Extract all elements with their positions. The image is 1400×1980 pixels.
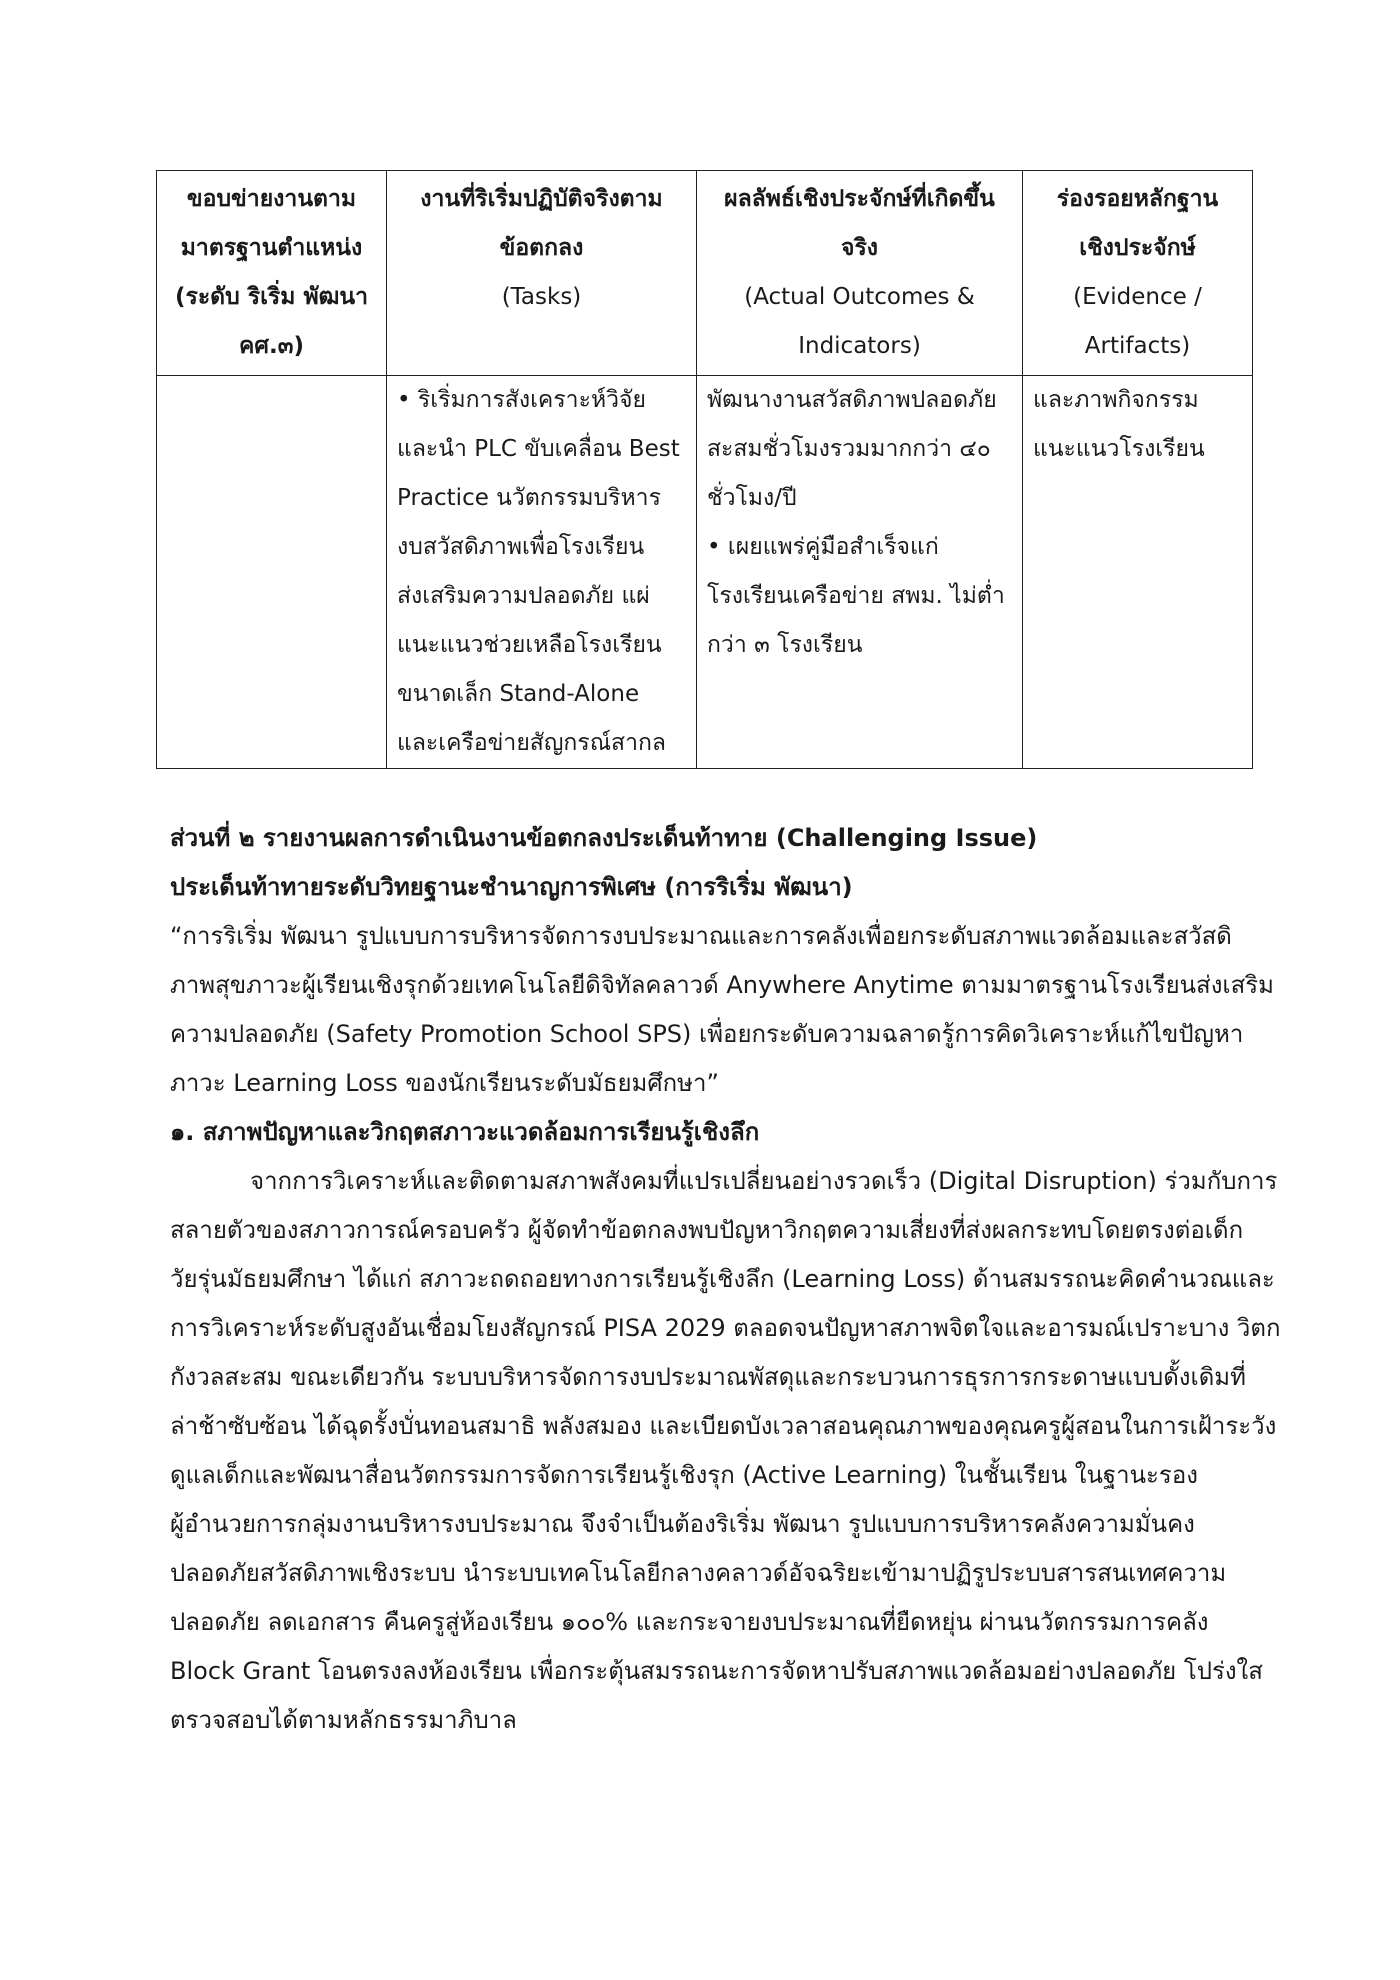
cell-line: ขนาดเล็ก Stand-Alone	[397, 681, 640, 707]
header-scope	[157, 171, 387, 376]
quote-line: ภาวะ Learning Loss ของนักเรียนระดับมัธยมศึกษา”	[170, 1069, 719, 1097]
quote-line: ความปลอดภัย (Safety Promotion School SPS) เพื่อยกระดับความฉลาดรู้การคิดวิเคราะห์แก้ไขปัญหา	[170, 1020, 1244, 1048]
header-tasks	[387, 171, 697, 376]
header-subline: (Evidence /	[1073, 284, 1202, 310]
header-line: ร่องรอยหลักฐาน	[1056, 186, 1219, 212]
header-line: คศ.๓)	[239, 333, 304, 359]
cell-line: พัฒนางานสวัสดิภาพปลอดภัย	[707, 387, 997, 413]
body-line: ปลอดภัยสวัสดิภาพเชิงระบบ นำระบบเทคโนโลยีกลางคลาวด์อัจฉริยะเข้ามาปฏิรูประบบสารสนเทศความ	[170, 1559, 1227, 1587]
body-line: กังวลสะสม ขณะเดียวกัน ระบบบริหารจัดการงบประมาณพัสดุและกระบวนการธุรการกระดาษแบบดั้งเดิมที่	[170, 1363, 1246, 1391]
header-evidence	[1023, 171, 1253, 376]
challenge-quote	[170, 912, 1274, 1108]
section1-heading: ๑. สภาพปัญหาและวิกฤตสภาวะแวดล้อมการเรียนรู้เชิงลึก	[170, 1118, 760, 1146]
table-header-row	[157, 171, 1253, 376]
cell-scope	[157, 376, 387, 769]
cell-line: และภาพกิจกรรม	[1033, 387, 1199, 413]
header-subline: Artifacts)	[1084, 333, 1191, 359]
body-line: ผู้อำนวยการกลุ่มงานบริหารงบประมาณ จึงจำเป็นต้องริเริ่ม พัฒนา รูปแบบการบริหารคลังความมั่นคง	[170, 1510, 1195, 1538]
challenge-heading: ประเด็นท้าทายระดับวิทยฐานะชำนาญการพิเศษ (การริเริ่ม พัฒนา)	[170, 873, 853, 901]
cell-line: ชั่วโมง/ปี	[707, 485, 797, 511]
cell-line: กว่า ๓ โรงเรียน	[707, 632, 863, 658]
header-outcomes	[697, 171, 1023, 376]
cell-line: Practice นวัตกรรมบริหาร	[397, 485, 661, 511]
body-line: ดูแลเด็กและพัฒนาสื่อนวัตกรรมการจัดการเรียนรู้เชิงรุก (Active Learning) ในชั้นเรียน ในฐานะรอง	[170, 1461, 1198, 1489]
body-line: จากการวิเคราะห์และติดตามสภาพสังคมที่แปรเปลี่ยนอย่างรวดเร็ว (Digital Disruption) ร่วมกับการ	[250, 1167, 1278, 1195]
body-line: สลายตัวของสภาวการณ์ครอบครัว ผู้จัดทำข้อตกลงพบปัญหาวิกฤตความเสี่ยงที่ส่งผลกระทบโดยตรงต่อเด็ก	[170, 1216, 1244, 1244]
cell-line: ส่งเสริมความปลอดภัย แผ่	[397, 583, 650, 609]
part2-heading: ส่วนที่ ๒ รายงานผลการดำเนินงานข้อตกลงประเด็นท้าทาย (Challenging Issue)	[170, 824, 1038, 852]
body-line: ล่าช้าซับซ้อน ได้ฉุดรั้งบั่นทอนสมาธิ พลังสมอง และเบียดบังเวลาสอนคุณภาพของคุณครูผู้สอนในการเฝ้าระวัง	[170, 1412, 1277, 1440]
cell-line: และนำ PLC ขับเคลื่อน Best	[397, 436, 680, 462]
cell-line: แนะแนวโรงเรียน	[1033, 436, 1205, 462]
body-line: วัยรุ่นมัธยมศึกษา ได้แก่ สภาวะถดถอยทางการเรียนรู้เชิงลึก (Learning Loss) ด้านสมรรถนะคิดคำนวณและ	[170, 1265, 1275, 1293]
body-line: การวิเคราะห์ระดับสูงอันเชื่อมโยงสัญกรณ์ PISA 2029 ตลอดจนปัญหาสภาพจิตใจและอารมณ์เปราะบาง วิตก	[170, 1314, 1281, 1342]
header-line: มาตรฐานตำแหน่ง	[180, 235, 363, 261]
body-line: Block Grant โอนตรงลงห้องเรียน เพื่อกระตุ้นสมรรถนะการจัดหาปรับสภาพแวดล้อมอย่างปลอดภัย โปร่งใส	[170, 1657, 1263, 1685]
header-subline: (Tasks)	[501, 284, 582, 310]
header-subline: Indicators)	[798, 333, 921, 359]
header-line: งานที่ริเริ่มปฏิบัติจริงตาม	[420, 186, 663, 212]
quote-line: “การริเริ่ม พัฒนา รูปแบบการบริหารจัดการงบประมาณและการคลังเพื่อยกระดับสภาพแวดล้อมและสวัสดิ	[170, 922, 1232, 950]
header-line: ขอบข่ายงานตาม	[186, 186, 357, 212]
cell-line: • เผยแพร่คู่มือสำเร็จแก่	[707, 534, 939, 560]
section1-body	[170, 1157, 1281, 1745]
header-line: ข้อตกลง	[499, 235, 584, 261]
quote-line: ภาพสุขภาวะผู้เรียนเชิงรุกด้วยเทคโนโลยีดิจิทัลคลาวด์ Anywhere Anytime ตามมาตรฐานโรงเรียนส่งเสริม	[170, 971, 1274, 999]
cell-tasks	[387, 376, 697, 769]
part2-section	[170, 814, 1281, 1745]
header-line: (ระดับ ริเริ่ม พัฒนา	[174, 284, 369, 310]
body-line: ตรวจสอบได้ตามหลักธรรมาภิบาล	[170, 1706, 517, 1734]
cell-evidence	[1023, 376, 1253, 769]
header-line: จริง	[840, 235, 879, 261]
header-line: เชิงประจักษ์	[1079, 235, 1196, 261]
cell-line: • ริเริ่มการสังเคราะห์วิจัย	[397, 387, 646, 413]
header-subline: (Actual Outcomes &	[744, 284, 975, 310]
header-line: ผลลัพธ์เชิงประจักษ์ที่เกิดขึ้น	[724, 186, 995, 212]
cell-line: งบสวัสดิภาพเพื่อโรงเรียน	[397, 534, 645, 560]
cell-line: โรงเรียนเครือข่าย สพม. ไม่ต่ำ	[707, 583, 1005, 609]
table-row	[157, 376, 1253, 769]
cell-line: และเครือข่ายสัญกรณ์สากล	[397, 730, 667, 756]
cell-outcomes	[697, 376, 1023, 769]
cell-line: แนะแนวช่วยเหลือโรงเรียน	[397, 632, 662, 658]
cell-line: สะสมชั่วโมงรวมมากกว่า ๔๐	[707, 436, 991, 462]
body-line: ปลอดภัย ลดเอกสาร คืนครูสู่ห้องเรียน ๑๐๐% และกระจายงบประมาณที่ยืดหยุ่น ผ่านนวัตกรรมการคลัง	[170, 1608, 1209, 1636]
agreement-table	[156, 170, 1253, 769]
